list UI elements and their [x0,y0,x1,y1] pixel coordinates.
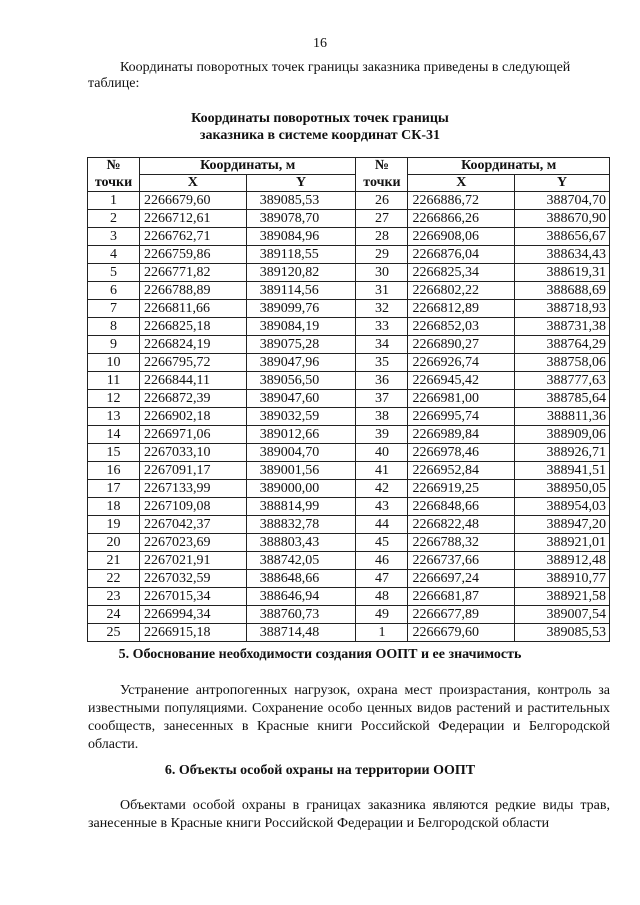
y-coordinate-cell: 389012,66 [246,426,356,444]
y-coordinate-cell: 389114,56 [246,282,356,300]
x-coordinate-cell: 2266926,74 [408,354,515,372]
point-number-cell: 2 [88,210,140,228]
table-row [88,498,610,516]
y-coordinate-cell: 388926,71 [515,444,610,462]
y-coordinate-cell: 389084,96 [246,228,356,246]
header-num-left: № [88,158,140,175]
x-coordinate-cell: 2266771,82 [140,264,247,282]
x-coordinate-cell: 2266737,66 [408,552,515,570]
page-number: 16 [313,36,327,51]
point-number-cell: 31 [356,282,408,300]
section-6-heading: 6. Объекты особой охраны на территории ООПТ [164,763,476,778]
point-number-cell: 43 [356,498,408,516]
table-title-line-2: заказника в системе координат СК-31 [199,128,441,143]
x-coordinate-cell: 2266811,66 [140,300,247,318]
y-coordinate-cell: 389032,59 [246,408,356,426]
x-coordinate-cell: 2266697,24 [408,570,515,588]
table-row [88,336,610,354]
x-coordinate-cell: 2266995,74 [408,408,515,426]
point-number-cell: 16 [88,462,140,480]
point-number-cell: 1 [88,192,140,210]
y-coordinate-cell: 388785,64 [515,390,610,408]
point-number-cell: 29 [356,246,408,264]
table-row [88,534,610,552]
point-number-cell: 36 [356,372,408,390]
point-number-cell: 23 [88,588,140,606]
x-coordinate-cell: 2266824,19 [140,336,247,354]
y-coordinate-cell: 388648,66 [246,570,356,588]
x-coordinate-cell: 2266825,18 [140,318,247,336]
table-row [88,354,610,372]
header-y-right: Y [515,175,610,192]
y-coordinate-cell: 389047,60 [246,390,356,408]
y-coordinate-cell: 388670,90 [515,210,610,228]
x-coordinate-cell: 2266679,60 [140,192,247,210]
y-coordinate-cell: 389056,50 [246,372,356,390]
y-coordinate-cell: 388912,48 [515,552,610,570]
y-coordinate-cell: 388921,58 [515,588,610,606]
table-row [88,246,610,264]
point-number-cell: 39 [356,426,408,444]
x-coordinate-cell: 2266919,25 [408,480,515,498]
y-coordinate-cell: 388731,38 [515,318,610,336]
point-number-cell: 26 [356,192,408,210]
point-number-cell: 48 [356,588,408,606]
table-row [88,318,610,336]
x-coordinate-cell: 2267015,34 [140,588,247,606]
x-coordinate-cell: 2267042,37 [140,516,247,534]
table-title-line-1: Координаты поворотных точек границы [191,111,449,126]
point-number-cell: 27 [356,210,408,228]
y-coordinate-cell: 388619,31 [515,264,610,282]
point-number-cell: 25 [88,624,140,642]
y-coordinate-cell: 388803,43 [246,534,356,552]
point-number-cell: 32 [356,300,408,318]
point-number-cell: 49 [356,606,408,624]
point-number-cell: 44 [356,516,408,534]
header-coords-right: Координаты, м [408,158,610,175]
x-coordinate-cell: 2266844,11 [140,372,247,390]
header-x-left: X [140,175,247,192]
section-5-text: Устранение антропогенных нагрузок, охрана мест произрастания, контроль за известными популяциями. Сохранение особо ценных видов растений и растительных сообществ, занесенных в Красные книги Российской Федерации и Белгородской области. [88,683,610,752]
y-coordinate-cell: 389007,54 [515,606,610,624]
y-coordinate-cell: 389000,00 [246,480,356,498]
table-row [88,480,610,498]
x-coordinate-cell: 2266852,03 [408,318,515,336]
header-num-sub-left: точки [88,175,140,192]
point-number-cell: 15 [88,444,140,462]
point-number-cell: 22 [88,570,140,588]
table-row [88,552,610,570]
table-row [88,210,610,228]
y-coordinate-cell: 388704,70 [515,192,610,210]
table-title [0,110,640,144]
y-coordinate-cell: 388718,93 [515,300,610,318]
point-number-cell: 42 [356,480,408,498]
y-coordinate-cell: 388758,06 [515,354,610,372]
header-y-left: Y [246,175,356,192]
table-row [88,588,610,606]
x-coordinate-cell: 2266915,18 [140,624,247,642]
point-number-cell: 35 [356,354,408,372]
x-coordinate-cell: 2266795,72 [140,354,247,372]
y-coordinate-cell: 389004,70 [246,444,356,462]
y-coordinate-cell: 388764,29 [515,336,610,354]
x-coordinate-cell: 2266762,71 [140,228,247,246]
table-row [88,300,610,318]
x-coordinate-cell: 2266681,87 [408,588,515,606]
y-coordinate-cell: 388910,77 [515,570,610,588]
y-coordinate-cell: 388954,03 [515,498,610,516]
table-row [88,624,610,642]
table-row [88,390,610,408]
coordinates-table [87,157,610,642]
y-coordinate-cell: 389084,19 [246,318,356,336]
x-coordinate-cell: 2267023,69 [140,534,247,552]
point-number-cell: 3 [88,228,140,246]
point-number-cell: 4 [88,246,140,264]
y-coordinate-cell: 388634,43 [515,246,610,264]
y-coordinate-cell: 388777,63 [515,372,610,390]
x-coordinate-cell: 2266872,39 [140,390,247,408]
x-coordinate-cell: 2267032,59 [140,570,247,588]
x-coordinate-cell: 2267091,17 [140,462,247,480]
x-coordinate-cell: 2266886,72 [408,192,515,210]
header-num-sub-right: точки [356,175,408,192]
point-number-cell: 41 [356,462,408,480]
y-coordinate-cell: 388742,05 [246,552,356,570]
y-coordinate-cell: 389120,82 [246,264,356,282]
x-coordinate-cell: 2266802,22 [408,282,515,300]
x-coordinate-cell: 2266890,27 [408,336,515,354]
x-coordinate-cell: 2266981,00 [408,390,515,408]
x-coordinate-cell: 2267133,99 [140,480,247,498]
table-row [88,444,610,462]
point-number-cell: 24 [88,606,140,624]
point-number-cell: 34 [356,336,408,354]
y-coordinate-cell: 388760,73 [246,606,356,624]
table-row [88,282,610,300]
x-coordinate-cell: 2266908,06 [408,228,515,246]
table-row [88,570,610,588]
x-coordinate-cell: 2266952,84 [408,462,515,480]
x-coordinate-cell: 2267033,10 [140,444,247,462]
point-number-cell: 18 [88,498,140,516]
point-number-cell: 37 [356,390,408,408]
point-number-cell: 33 [356,318,408,336]
x-coordinate-cell: 2266971,06 [140,426,247,444]
x-coordinate-cell: 2266866,26 [408,210,515,228]
y-coordinate-cell: 388947,20 [515,516,610,534]
x-coordinate-cell: 2266712,61 [140,210,247,228]
point-number-cell: 21 [88,552,140,570]
x-coordinate-cell: 2267109,08 [140,498,247,516]
table-row [88,372,610,390]
x-coordinate-cell: 2266945,42 [408,372,515,390]
x-coordinate-cell: 2266978,46 [408,444,515,462]
point-number-cell: 6 [88,282,140,300]
section-5-heading: 5. Обоснование необходимости создания ООПТ и ее значимость [118,647,522,662]
x-coordinate-cell: 2266822,48 [408,516,515,534]
point-number-cell: 11 [88,372,140,390]
x-coordinate-cell: 2266679,60 [408,624,515,642]
point-number-cell: 19 [88,516,140,534]
table-row [88,264,610,282]
point-number-cell: 20 [88,534,140,552]
header-coords-left: Координаты, м [140,158,356,175]
x-coordinate-cell: 2266759,86 [140,246,247,264]
point-number-cell: 28 [356,228,408,246]
table-row [88,192,610,210]
y-coordinate-cell: 389118,55 [246,246,356,264]
y-coordinate-cell: 388909,06 [515,426,610,444]
table-row [88,228,610,246]
y-coordinate-cell: 389099,76 [246,300,356,318]
point-number-cell: 46 [356,552,408,570]
y-coordinate-cell: 389047,96 [246,354,356,372]
point-number-cell: 40 [356,444,408,462]
y-coordinate-cell: 388941,51 [515,462,610,480]
y-coordinate-cell: 388656,67 [515,228,610,246]
y-coordinate-cell: 389085,53 [515,624,610,642]
y-coordinate-cell: 389078,70 [246,210,356,228]
table-row [88,426,610,444]
y-coordinate-cell: 388921,01 [515,534,610,552]
y-coordinate-cell: 389001,56 [246,462,356,480]
header-x-right: X [408,175,515,192]
x-coordinate-cell: 2266989,84 [408,426,515,444]
point-number-cell: 14 [88,426,140,444]
x-coordinate-cell: 2266902,18 [140,408,247,426]
point-number-cell: 47 [356,570,408,588]
y-coordinate-cell: 388646,94 [246,588,356,606]
x-coordinate-cell: 2266825,34 [408,264,515,282]
intro-paragraph: Координаты поворотных точек границы заказника приведены в следующей таблице: [88,60,571,91]
y-coordinate-cell: 388811,36 [515,408,610,426]
table-row [88,606,610,624]
y-coordinate-cell: 388714,48 [246,624,356,642]
y-coordinate-cell: 389085,53 [246,192,356,210]
point-number-cell: 17 [88,480,140,498]
point-number-cell: 45 [356,534,408,552]
y-coordinate-cell: 388950,05 [515,480,610,498]
point-number-cell: 13 [88,408,140,426]
table-row [88,516,610,534]
point-number-cell: 8 [88,318,140,336]
header-num-right: № [356,158,408,175]
point-number-cell: 12 [88,390,140,408]
x-coordinate-cell: 2266788,32 [408,534,515,552]
y-coordinate-cell: 388688,69 [515,282,610,300]
y-coordinate-cell: 389075,28 [246,336,356,354]
x-coordinate-cell: 2266848,66 [408,498,515,516]
point-number-cell: 9 [88,336,140,354]
x-coordinate-cell: 2267021,91 [140,552,247,570]
section-6-text: Объектами особой охраны в границах заказника являются редкие виды трав, занесенные в Красные книги Российской Федерации и Белгородской области [88,798,610,831]
point-number-cell: 38 [356,408,408,426]
x-coordinate-cell: 2266876,04 [408,246,515,264]
point-number-cell: 5 [88,264,140,282]
point-number-cell: 10 [88,354,140,372]
y-coordinate-cell: 388832,78 [246,516,356,534]
x-coordinate-cell: 2266788,89 [140,282,247,300]
point-number-cell: 30 [356,264,408,282]
point-number-cell: 1 [356,624,408,642]
point-number-cell: 7 [88,300,140,318]
table-row [88,462,610,480]
table-row [88,408,610,426]
x-coordinate-cell: 2266994,34 [140,606,247,624]
y-coordinate-cell: 388814,99 [246,498,356,516]
x-coordinate-cell: 2266677,89 [408,606,515,624]
x-coordinate-cell: 2266812,89 [408,300,515,318]
